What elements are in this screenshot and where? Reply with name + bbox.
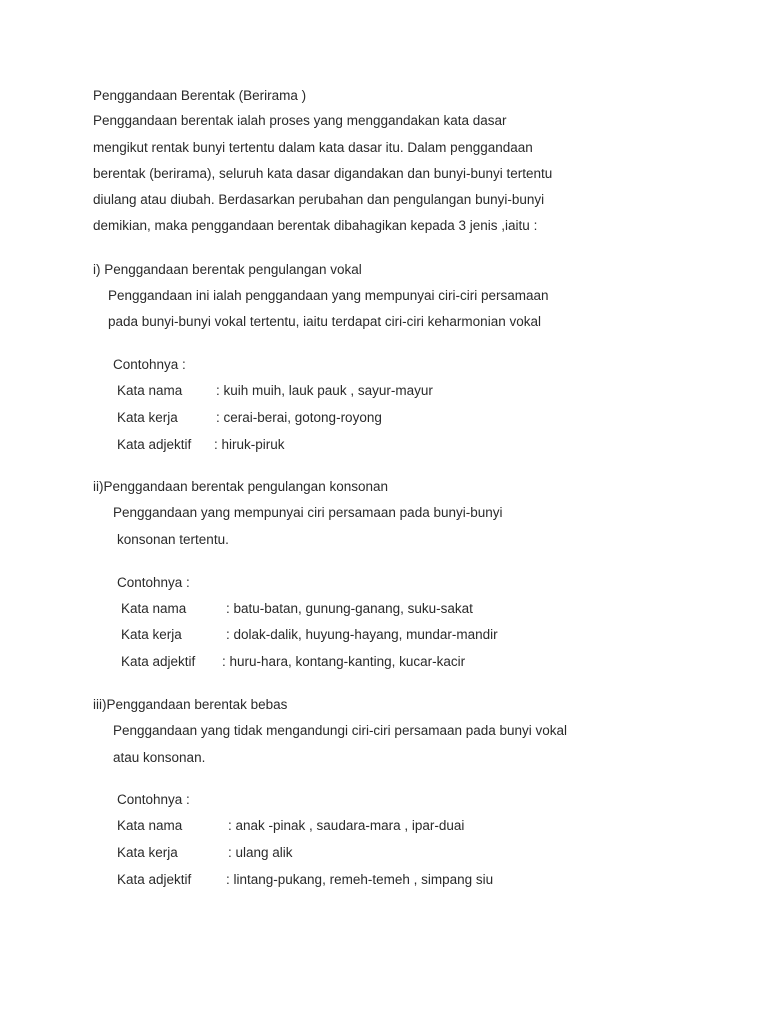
example-value: : cerai-berai, gotong-royong (216, 410, 382, 425)
section-heading: i) Penggandaan berentak pengulangan vokal (93, 262, 362, 277)
example-category: Kata adjektif (117, 872, 192, 887)
example-value: : dolak-dalik, huyung-hayang, mundar-mandir (226, 627, 498, 642)
section-description-line: konsonan tertentu. (117, 532, 229, 547)
example-category: Kata kerja (121, 627, 182, 642)
example-value: : batu-batan, gunung-ganang, suku-sakat (226, 601, 473, 616)
section-description-line: Penggandaan ini ialah penggandaan yang mempunyai ciri-ciri persamaan (108, 288, 549, 303)
section-description-line: Penggandaan yang tidak mengandungi ciri-ciri persamaan pada bunyi vokal (113, 723, 568, 738)
example-category: Kata adjektif (121, 654, 196, 669)
section-heading: ii)Penggandaan berentak pengulangan konsonan (93, 479, 388, 494)
example-value: : kuih muih, lauk pauk , sayur-mayur (216, 383, 433, 398)
example-value: : ulang alik (228, 845, 293, 860)
examples-label: Contohnya : (117, 792, 190, 807)
example-value: : hiruk-piruk (214, 437, 285, 452)
section-description-line: pada bunyi-bunyi vokal tertentu, iaitu terdapat ciri-ciri keharmonian vokal (108, 314, 541, 329)
section-description-line: Penggandaan yang mempunyai ciri persamaan pada bunyi-bunyi (113, 505, 503, 520)
intro-line: demikian, maka penggandaan berentak dibahagikan kepada 3 jenis ,iaitu : (93, 218, 538, 233)
example-category: Kata nama (121, 601, 187, 616)
example-value: : lintang-pukang, remeh-temeh , simpang siu (226, 872, 494, 887)
examples-label: Contohnya : (117, 575, 190, 590)
section-description-line: atau konsonan. (113, 750, 206, 765)
intro-line: Penggandaan berentak ialah proses yang menggandakan kata dasar (93, 113, 507, 128)
intro-line: diulang atau diubah. Berdasarkan perubahan dan pengulangan bunyi-bunyi (93, 192, 545, 207)
intro-line: mengikut rentak bunyi tertentu dalam kata dasar itu. Dalam penggandaan (93, 140, 533, 155)
section-heading: iii)Penggandaan berentak bebas (93, 697, 288, 712)
example-value: : huru-hara, kontang-kanting, kucar-kacir (222, 654, 466, 669)
intro-line: berentak (berirama), seluruh kata dasar digandakan dan bunyi-bunyi tertentu (93, 166, 553, 181)
document-title: Penggandaan Berentak (Berirama ) (93, 88, 307, 103)
example-category: Kata nama (117, 818, 183, 833)
example-category: Kata kerja (117, 845, 178, 860)
example-category: Kata adjektif (117, 437, 192, 452)
example-category: Kata kerja (117, 410, 178, 425)
example-value: : anak -pinak , saudara-mara , ipar-duai (228, 818, 465, 833)
example-category: Kata nama (117, 383, 183, 398)
examples-label: Contohnya : (113, 357, 186, 372)
